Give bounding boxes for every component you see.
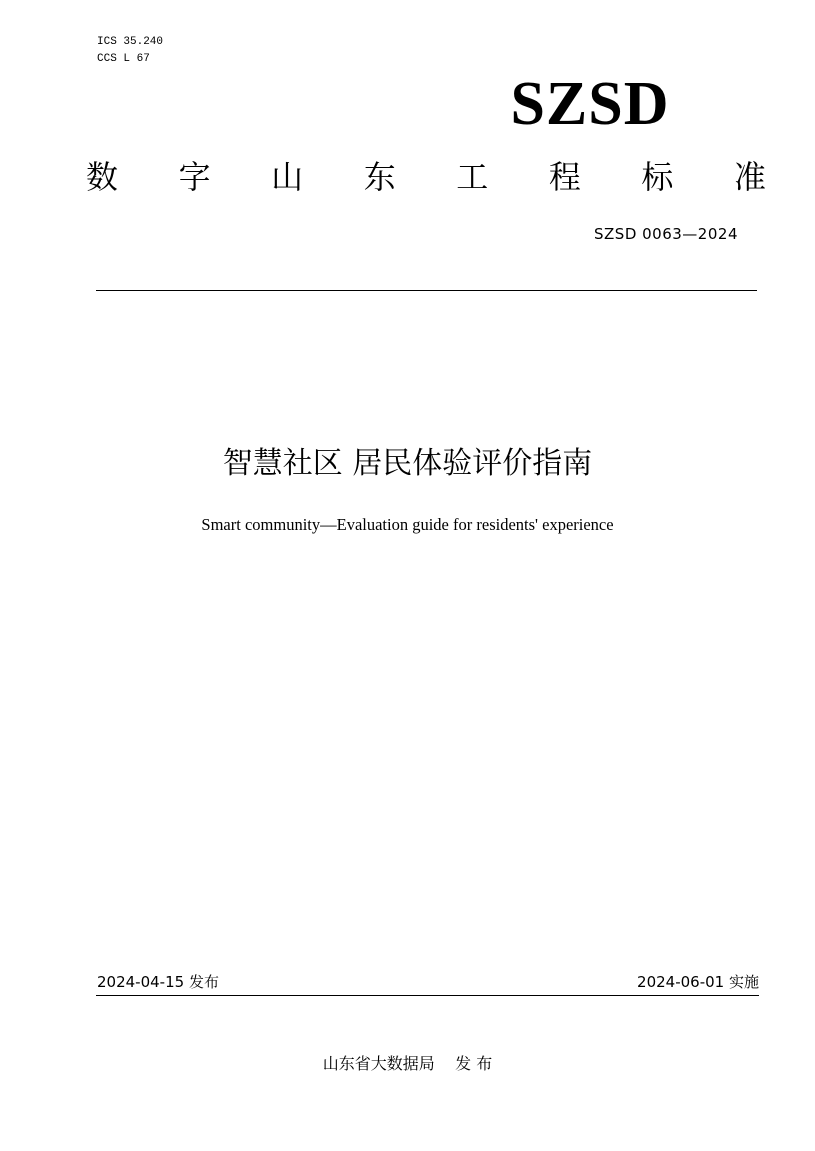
ics-code: ICS 35.240 <box>97 36 164 48</box>
standard-type-char: 工 <box>456 158 489 196</box>
standard-type-char: 准 <box>733 158 766 196</box>
implementation-date: 2024-06-01 实施 <box>637 973 759 991</box>
document-title-chinese: 智慧社区 居民体验评价指南 <box>222 446 593 481</box>
standard-type-char: 数 <box>86 158 119 196</box>
standard-type-heading <box>86 155 766 199</box>
standard-type-char: 字 <box>178 158 211 196</box>
issuing-authority: 山东省大数据局 发 布 <box>322 1054 493 1073</box>
standard-number: SZSD 0063—2024 <box>594 225 738 243</box>
standard-logo: SZSD <box>510 70 670 138</box>
ccs-code: CCS L 67 <box>97 53 150 65</box>
standard-type-char: 东 <box>363 158 396 196</box>
document-title-english: Smart community—Evaluation guide for residents' experience <box>201 515 614 534</box>
footer-divider <box>96 995 759 996</box>
issue-date: 2024-04-15 发布 <box>97 973 219 991</box>
standard-type-char: 山 <box>271 158 304 196</box>
standard-type-char: 程 <box>548 158 581 196</box>
standard-type-char: 标 <box>641 158 674 196</box>
header-divider <box>96 290 757 291</box>
